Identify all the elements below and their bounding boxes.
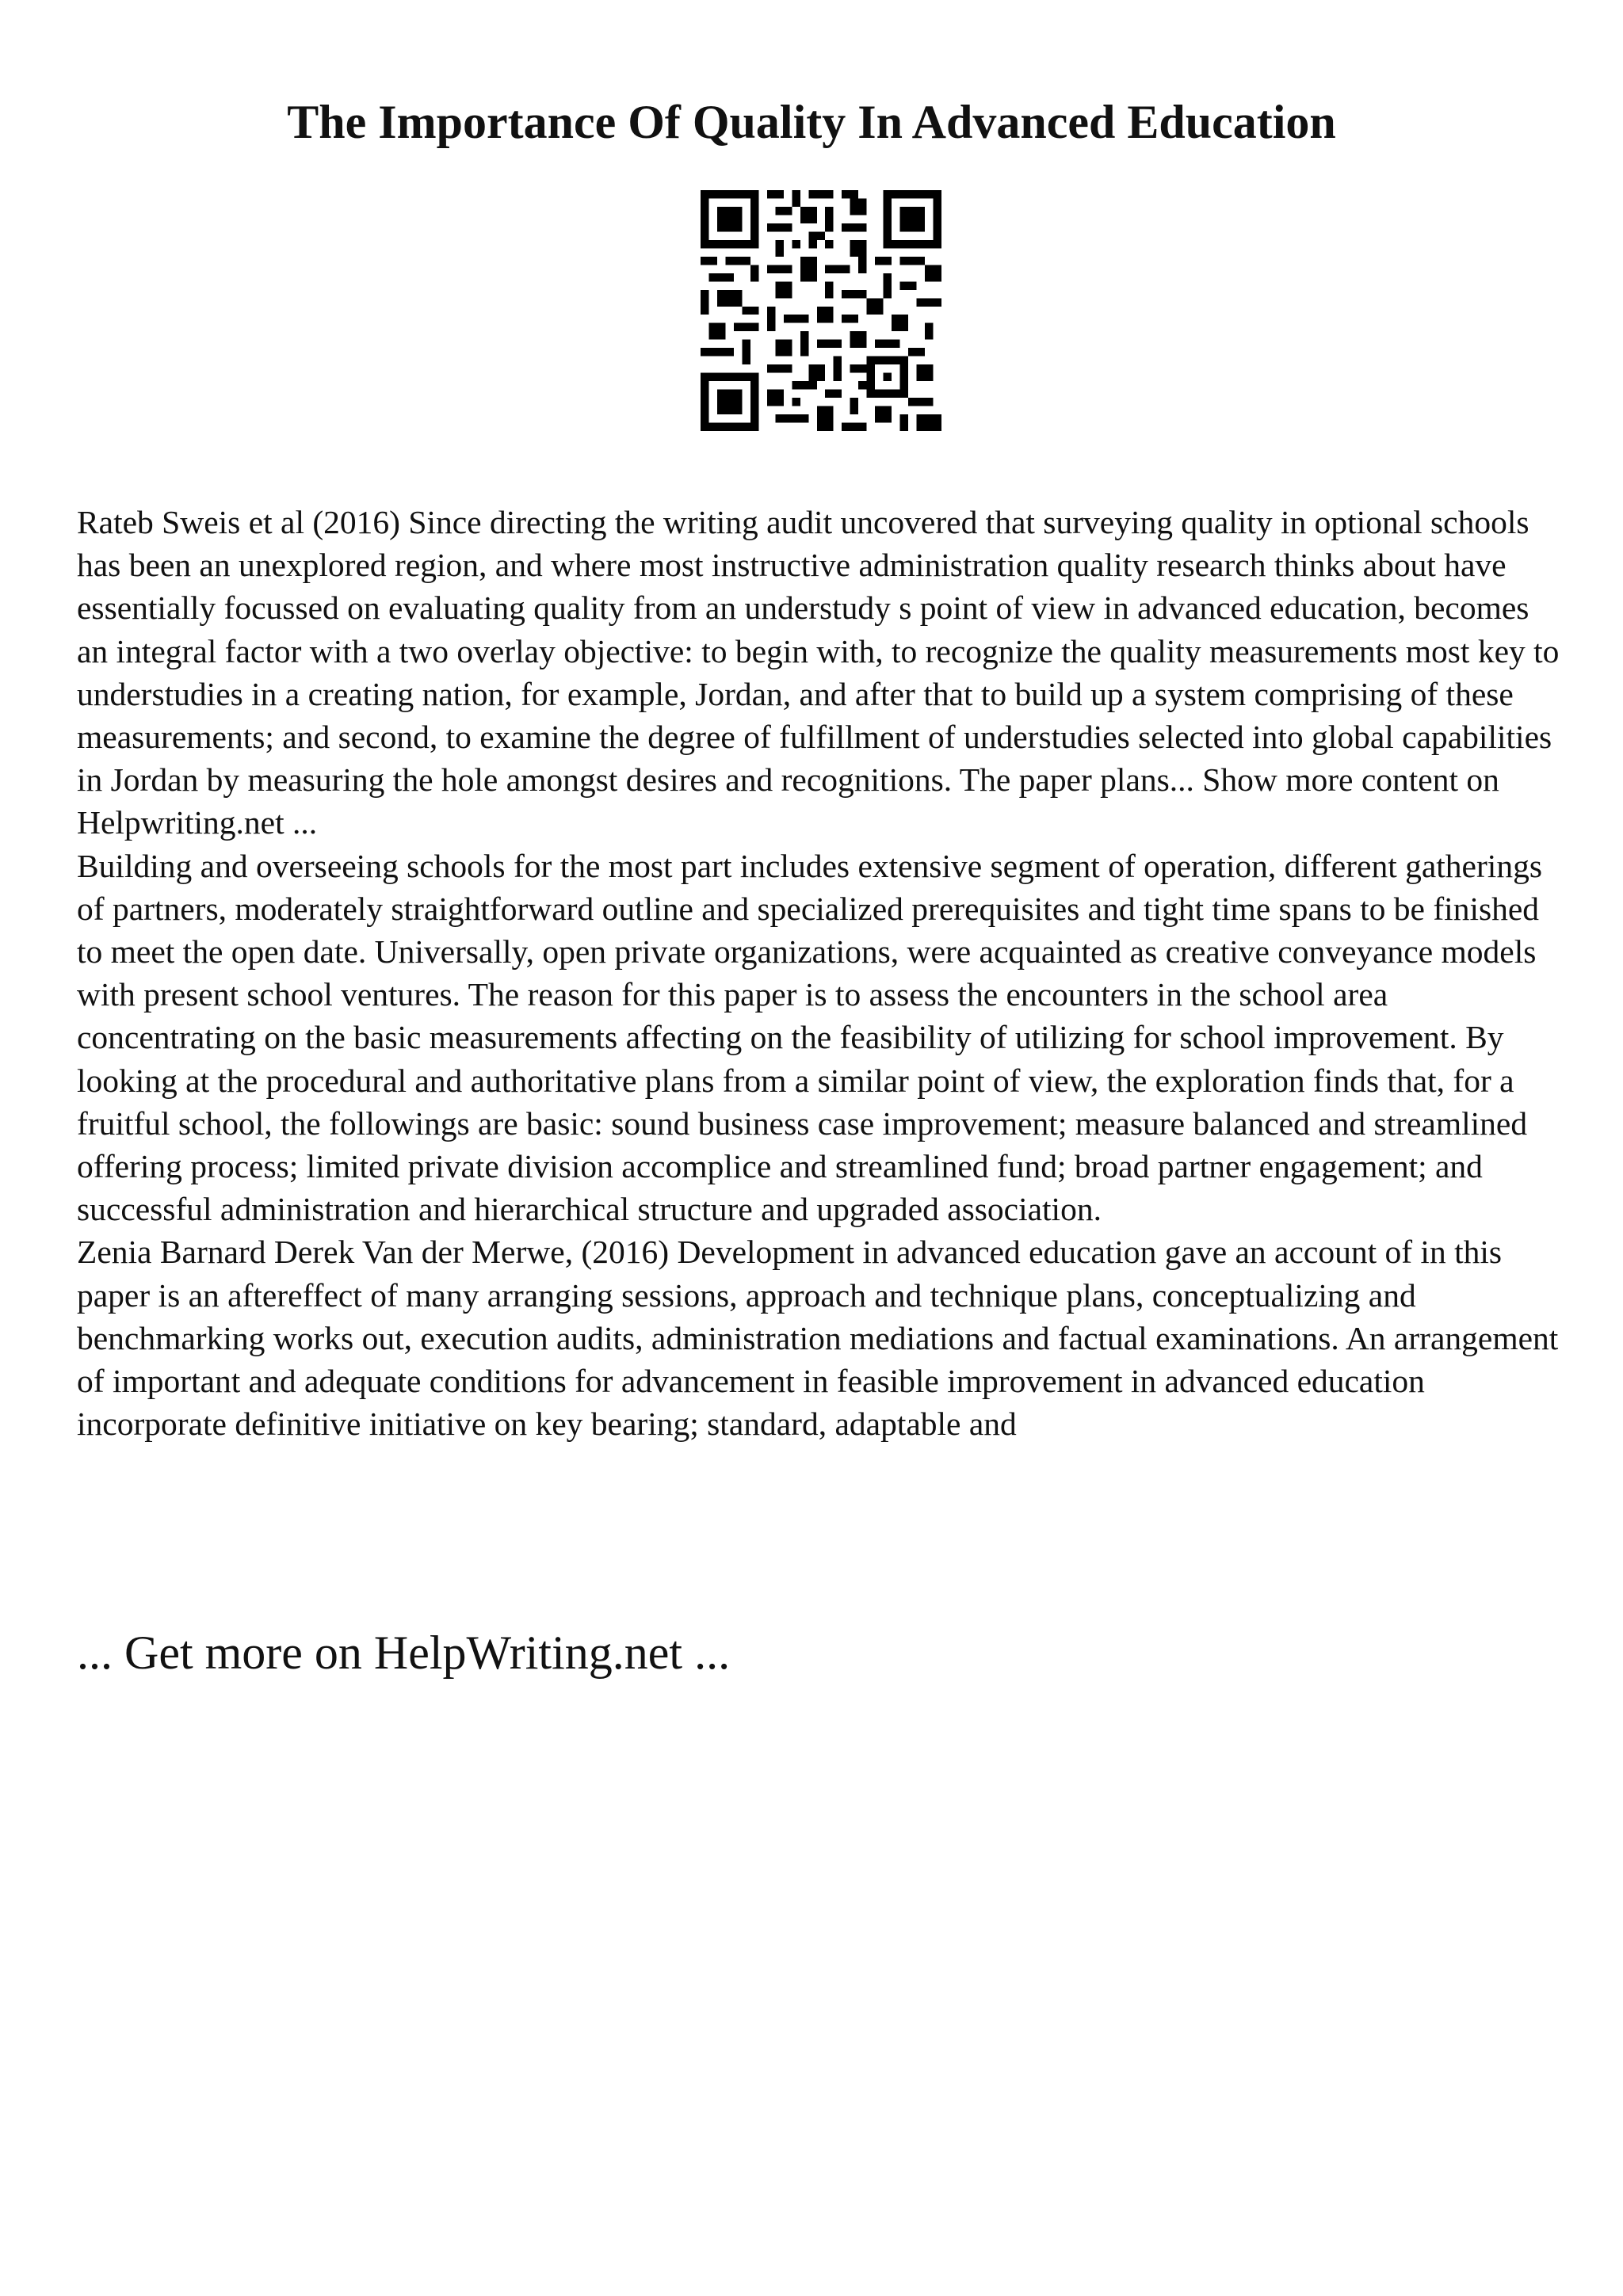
qr-code-image xyxy=(701,190,941,431)
qr-code-graphic xyxy=(701,190,941,431)
paragraph: Building and overseeing schools for the most part includes extensive segment of operation, different gatherings of partners, moderately straightforward outline and specialized prerequisites and tight time spans to be finished to meet the open date. Universally, open private organizations, were acquainted as creative conveyance models with present school ventures. The reason for this paper is to assess the encounters in the school area concentrating on the basic measurements affecting on the feasibility of utilizing for school improvement. By looking at the procedural and authoritative plans from a similar point of view, the exploration finds that, for a fruitful school, the followings are basic: sound business case improvement; measure balanced and streamlined offering process; limited private division accomplice and streamlined fund; broad partner engagement; and successful administration and hierarchical structure and upgraded association. xyxy=(77,847,1542,1228)
paragraph: Zenia Barnard Derek Van der Merwe, (2016) Development in advanced education gave an account of in this paper is an aftereffect of many arranging sessions, approach and technique plans, conceptualizing and benchmarking works out, execution audits, administration mediations and factual examinations. An arrangement of important and adequate conditions for advancement in feasible improvement in advanced education incorporate definitive initiative on key bearing; standard, adaptable and xyxy=(77,1234,1559,1443)
article-body xyxy=(77,501,1567,1445)
get-more-link[interactable]: ... Get more on HelpWriting.net ... xyxy=(77,1627,731,1679)
paragraph: Rateb Sweis et al (2016) Since directing the writing audit uncovered that surveying quality in optional schools has been an unexplored region, and where most instructive administration quality research thinks about have essentially focussed on evaluating quality from an understudy s point of view in advanced education, becomes an integral factor with a two overlay objective: to begin with, to recognize the quality measurements most key to understudies in a creating nation, for example, Jordan, and after that to build up a system comprising of these measurements; and second, to examine the degree of fulfillment of understudies selected into global capabilities in Jordan by measuring the hole amongst desires and recognitions. The paper plans... Show more content on Helpwriting.net ... xyxy=(77,504,1560,841)
page-title: The Importance Of Quality In Advanced Education xyxy=(287,96,1336,148)
